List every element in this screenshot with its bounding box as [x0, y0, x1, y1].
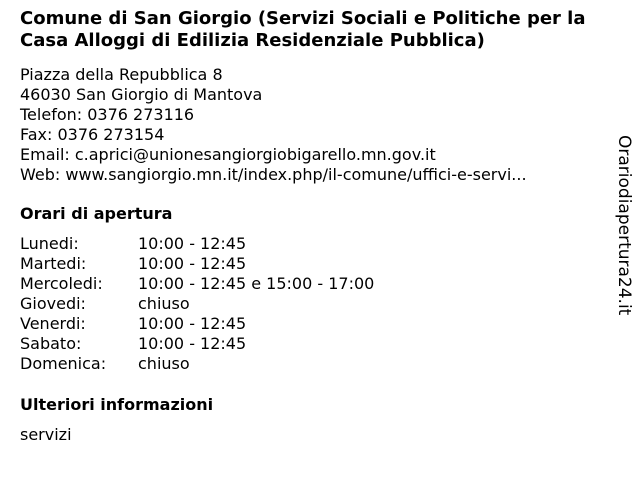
site-watermark: Orariodiapertura24.it — [614, 135, 634, 316]
hours-heading: Orari di apertura — [20, 204, 173, 223]
hours-row-saturday — [20, 334, 374, 354]
phone-number: Telefon: 0376 273116 — [20, 105, 195, 124]
website-url: Web: www.sangiorgio.mn.it/index.php/il-comune/uffici-e-servi... — [20, 165, 527, 184]
time-value: 10:00 - 12:45 — [138, 314, 247, 333]
city-address: 46030 San Giorgio di Mantova — [20, 85, 263, 104]
time-value: chiuso — [138, 354, 190, 373]
time-value: chiuso — [138, 294, 190, 313]
hours-row-friday — [20, 314, 374, 334]
time-value: 10:00 - 12:45 — [138, 234, 247, 253]
hours-table — [20, 234, 374, 374]
day-label: Giovedi: — [20, 294, 86, 313]
street-address: Piazza della Repubblica 8 — [20, 65, 223, 84]
time-value: 10:00 - 12:45 e 15:00 - 17:00 — [138, 274, 375, 293]
time-value: 10:00 - 12:45 — [138, 254, 247, 273]
day-label: Martedi: — [20, 254, 87, 273]
hours-row-sunday — [20, 354, 374, 374]
day-label: Sabato: — [20, 334, 82, 353]
email-address: Email: c.aprici@unionesangiorgiobigarello.mn.gov.it — [20, 145, 436, 164]
extra-info-text: servizi — [20, 425, 72, 444]
day-label: Venerdi: — [20, 314, 86, 333]
day-label: Mercoledi: — [20, 274, 103, 293]
hours-row-thursday — [20, 294, 374, 314]
address-block — [20, 65, 610, 185]
time-value: 10:00 - 12:45 — [138, 334, 247, 353]
page-title: Comune di San Giorgio (Servizi Sociali e Politiche per la Casa Alloggi di Edilizia Residenziale Pubblica) — [20, 8, 586, 51]
day-label: Lunedi: — [20, 234, 79, 253]
fax-number: Fax: 0376 273154 — [20, 125, 165, 144]
day-label: Domenica: — [20, 354, 107, 373]
extra-info-heading: Ulteriori informazioni — [20, 395, 214, 414]
hours-row-tuesday — [20, 254, 374, 274]
hours-row-monday — [20, 234, 374, 254]
hours-row-wednesday — [20, 274, 374, 294]
